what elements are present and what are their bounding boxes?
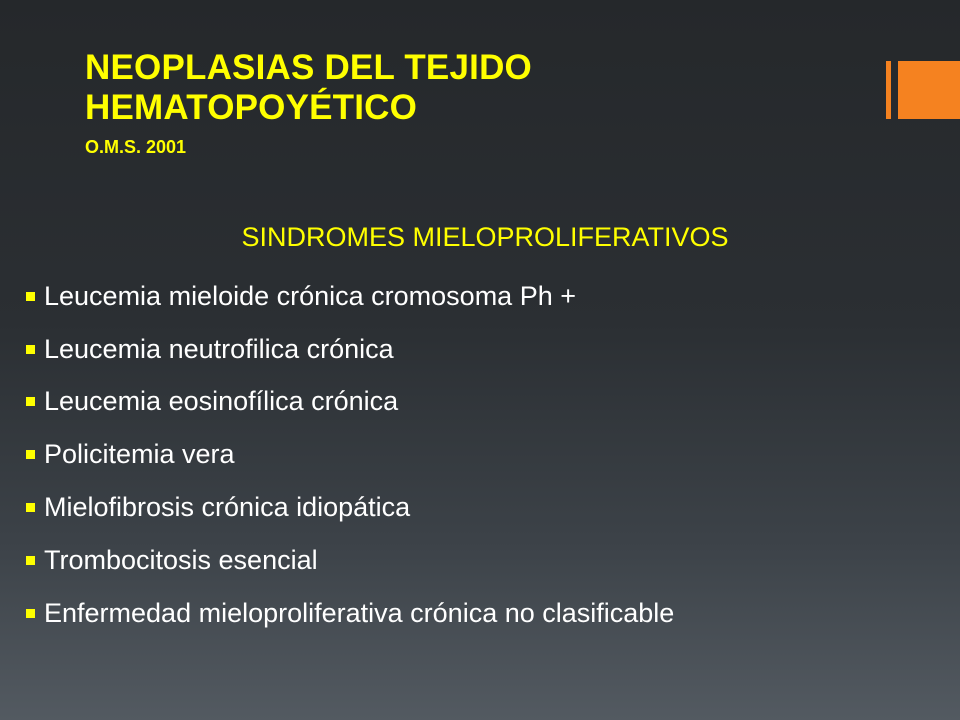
title-block	[85, 48, 532, 159]
list-item	[22, 428, 674, 481]
square-bullet-icon	[26, 292, 35, 301]
list-item-text: Leucemia mieloide crónica cromosoma Ph +	[44, 280, 576, 311]
list-item-text: Leucemia neutrofilica crónica	[44, 333, 394, 364]
square-bullet-icon	[26, 609, 35, 618]
list-item-text: Mielofibrosis crónica idiopática	[44, 492, 411, 523]
list-item-text: Leucemia eosinofílica crónica	[44, 386, 399, 417]
bullet-list	[22, 270, 674, 640]
section-heading: SINDROMES MIELOPROLIFERATIVOS	[241, 222, 729, 252]
list-item	[22, 323, 674, 376]
slide-title-line-2: HEMATOPOYÉTICO	[85, 88, 418, 127]
square-bullet-icon	[26, 345, 35, 354]
list-item	[22, 270, 674, 323]
orange-bar-decoration-thick	[898, 61, 960, 119]
orange-bar-decoration-thin	[886, 61, 891, 119]
square-bullet-icon	[26, 503, 35, 512]
list-item	[22, 534, 674, 587]
square-bullet-icon	[26, 556, 35, 565]
square-bullet-icon	[26, 397, 35, 406]
list-item-text: Policitemia vera	[44, 439, 235, 470]
list-item	[22, 481, 674, 534]
slide-title-line-1: NEOPLASIAS DEL TEJIDO	[85, 48, 532, 87]
list-item	[22, 376, 674, 429]
list-item-text: Trombocitosis esencial	[44, 544, 318, 575]
square-bullet-icon	[26, 450, 35, 459]
slide-subtitle: O.M.S. 2001	[85, 137, 187, 157]
list-item-text: Enfermedad mieloproliferativa crónica no clasificable	[44, 597, 675, 628]
list-item	[22, 587, 674, 640]
